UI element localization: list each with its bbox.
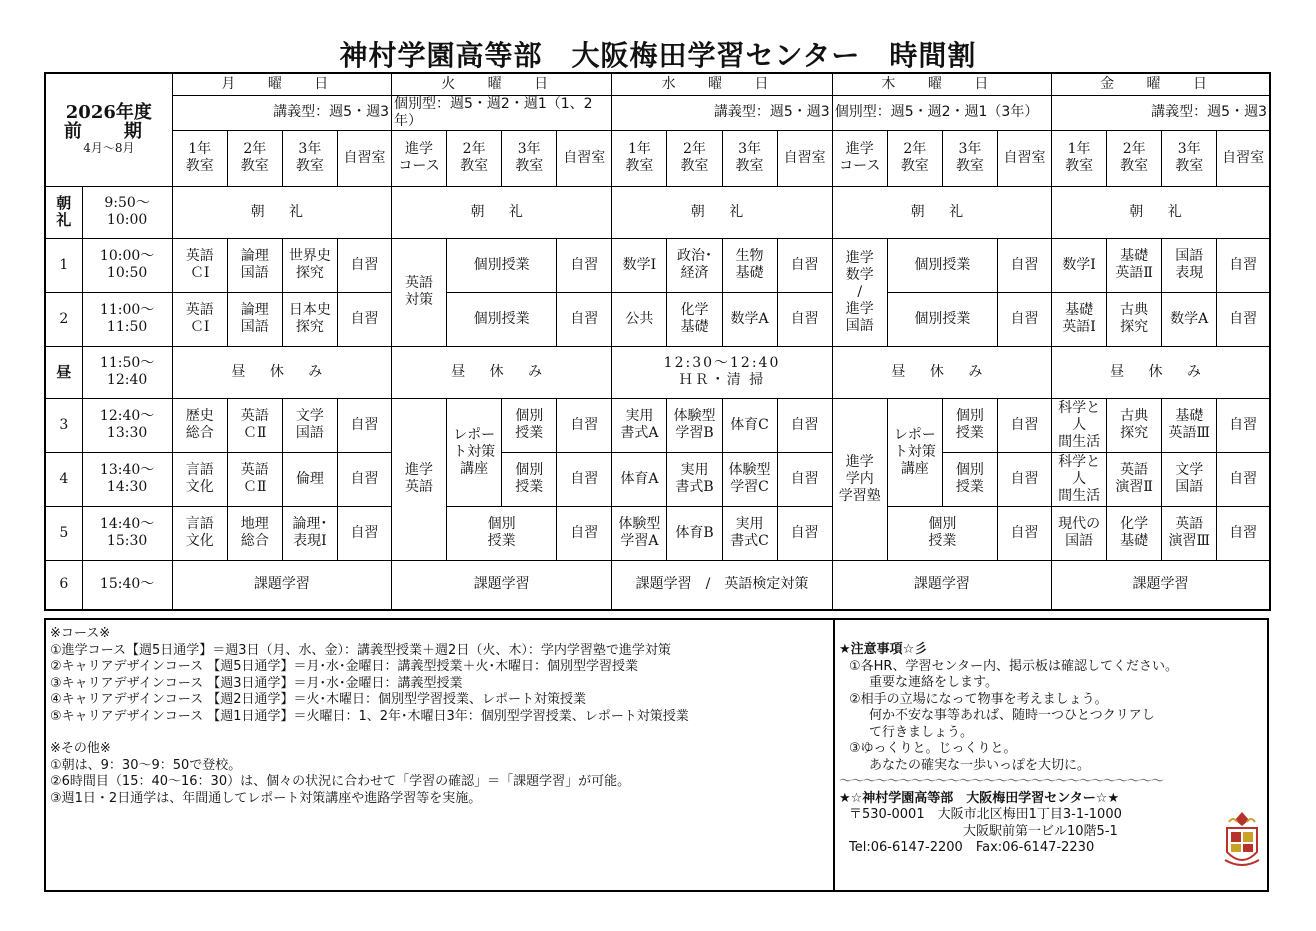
semester: 前 期 — [63, 120, 154, 142]
attention-panel — [833, 620, 1267, 890]
page-title: 神村学園高等部 大阪梅田学習センター 時間割 — [339, 39, 977, 72]
class-cell: 自習 — [337, 398, 391, 452]
class-cell: 言語 文化 — [172, 452, 227, 506]
room-header: 3年 教室 — [502, 130, 557, 186]
class-type-wed: 講義型：週5・週3 — [612, 95, 832, 130]
class-cell: 基礎 英語Ⅱ — [1107, 238, 1162, 292]
day-header-wed: 水 曜 日 — [612, 73, 832, 95]
class-cell: 進学 英語 — [392, 398, 447, 560]
class-cell: 実用 書式A — [612, 398, 667, 452]
term-months: 4月～8月 — [83, 140, 135, 155]
school-year: 2026年度 — [65, 101, 152, 123]
class-cell: 英語 ＣⅠ — [172, 292, 227, 346]
class-cell: 自習 — [557, 398, 612, 452]
school-crest-icon — [1223, 808, 1261, 870]
room-header: 2年 教室 — [447, 130, 502, 186]
period-time: 14:40～ 15:30 — [82, 506, 172, 560]
homeroom-cell: 12:30～12:40 ＨＲ・清 掃 — [612, 346, 832, 398]
room-header: 進学 コース — [832, 130, 887, 186]
attention-line: ③ゆっくりと。じっくりと。 — [849, 741, 1017, 756]
class-cell: 自習 — [337, 238, 391, 292]
class-cell: 個別授業 — [887, 292, 997, 346]
school-name: ★☆神村学園高等部 大阪梅田学習センター☆★ — [839, 790, 1120, 806]
assembly-cell: 朝 礼 — [832, 186, 1051, 238]
class-cell: 数学A — [1162, 292, 1217, 346]
class-cell: 個別授業 — [887, 238, 997, 292]
notes-panel — [44, 618, 1269, 892]
class-cell: 科学と人 間生活 — [1052, 398, 1107, 452]
course-notes — [46, 620, 831, 890]
class-cell: 地理 総合 — [227, 506, 282, 560]
class-cell: 自習 — [1217, 398, 1270, 452]
class-cell: 自習 — [777, 398, 832, 452]
class-cell: 公共 — [612, 292, 667, 346]
lunch-cell: 昼 休 み — [392, 346, 612, 398]
study-cell: 課題学習 — [1052, 560, 1270, 610]
course-item: ⑤キャリアデザインコース 【週1日通学】＝火曜日：1、2年･木曜日3年：個別型学習授業、レポート対策授業 — [50, 708, 689, 724]
class-cell: 政治･ 経済 — [667, 238, 722, 292]
class-cell: 数学A — [722, 292, 777, 346]
room-header: 3年 教室 — [282, 130, 337, 186]
class-cell: 現代の 国語 — [1052, 506, 1107, 560]
class-cell: 英語 演習Ⅲ — [1162, 506, 1217, 560]
room-header: 2年 教室 — [887, 130, 942, 186]
class-cell: 歴史 総合 — [172, 398, 227, 452]
class-cell: 実用 書式B — [667, 452, 722, 506]
class-cell: 自習 — [997, 292, 1051, 346]
assembly-cell: 朝 礼 — [1052, 186, 1270, 238]
class-cell: 自習 — [557, 452, 612, 506]
attention-line: 重要な連絡をします。 — [869, 675, 998, 690]
day-header-thu: 木 曜 日 — [832, 73, 1051, 95]
attention-heading: ★注意事項☆彡 — [839, 642, 928, 657]
room-header: 2年 教室 — [227, 130, 282, 186]
class-cell: 科学と人 間生活 — [1052, 452, 1107, 506]
class-cell: 体育A — [612, 452, 667, 506]
class-cell: 自習 — [777, 292, 832, 346]
attention-line: ①各HR、学習センター内、掲示板は確認してください。 — [849, 658, 1178, 674]
class-cell: 論理 国語 — [227, 292, 282, 346]
class-cell: 自習 — [777, 452, 832, 506]
course-item: ③キャリアデザインコース 【週3日通学】＝月･水･金曜日：講義型授業 — [50, 675, 463, 691]
class-cell: レポー ト対策 講座 — [887, 398, 942, 506]
class-type-fri: 講義型：週5・週3 — [1052, 95, 1270, 130]
period-label: 6 — [45, 560, 82, 610]
period-time: 11:00～ 11:50 — [82, 292, 172, 346]
study-cell: 課題学習 — [392, 560, 612, 610]
class-cell: 個別 授業 — [447, 506, 557, 560]
period-label: 3 — [45, 398, 82, 452]
course-heading: ※コース※ — [50, 626, 111, 641]
class-cell: 自習 — [1217, 292, 1270, 346]
attention-line: 何か不安な事等あれば、随時一つひとつクリアし — [869, 708, 1155, 723]
class-cell: 自習 — [1217, 506, 1270, 560]
period-label: 朝 礼 — [45, 186, 82, 238]
room-header: 3年 教室 — [1162, 130, 1217, 186]
class-type-thu: 個別型：週5・週2・週1（3年） — [832, 95, 1051, 130]
period-time: 15:40～ — [82, 560, 172, 610]
class-cell: 文学 国語 — [1162, 452, 1217, 506]
class-cell: 進学 数学 / 進学 国語 — [832, 238, 887, 346]
period-label: 5 — [45, 506, 82, 560]
period-time: 10:00～ 10:50 — [82, 238, 172, 292]
course-item: ④キャリアデザインコース 【週2日通学】＝火･木曜日：個別型学習授業、レポート対策授業 — [50, 692, 586, 707]
class-cell: 化学 基礎 — [667, 292, 722, 346]
class-cell: 論理 国語 — [227, 238, 282, 292]
class-cell: 世界史 探究 — [282, 238, 337, 292]
room-header: 自習室 — [557, 130, 612, 186]
wave-divider: ～～～～～～～～～～～～～～～～～～～～～～～～～～～ — [839, 774, 1164, 789]
assembly-cell: 朝 礼 — [392, 186, 612, 238]
timetable — [44, 72, 1271, 611]
class-cell: 自習 — [997, 238, 1051, 292]
room-header: 1年 教室 — [172, 130, 227, 186]
class-cell: 自習 — [337, 292, 391, 346]
lunch-cell: 昼 休 み — [172, 346, 391, 398]
class-type-tue: 個別型：週5・週2・週1（1、2年） — [392, 95, 612, 130]
assembly-cell: 朝 礼 — [172, 186, 391, 238]
room-header: 3年 教室 — [722, 130, 777, 186]
class-cell: 生物 基礎 — [722, 238, 777, 292]
other-item: ②6時間目（15：40～16：30）は、個々の状況に合わせて「学習の確認」＝「課題学習」が可能。 — [50, 774, 631, 789]
attention-line: ②相手の立場になって物事を考えましょう。 — [849, 691, 1108, 707]
class-cell: 自習 — [557, 506, 612, 560]
room-header: 自習室 — [1217, 130, 1270, 186]
class-cell: 個別 授業 — [502, 398, 557, 452]
study-cell: 課題学習 — [172, 560, 391, 610]
other-heading: ※その他※ — [50, 741, 111, 756]
room-header: 1年 教室 — [1052, 130, 1107, 186]
term-cell — [45, 73, 172, 186]
room-header: 自習室 — [777, 130, 832, 186]
class-cell: 実用 書式C — [722, 506, 777, 560]
class-cell: 体験型 学習C — [722, 452, 777, 506]
address-line: 大阪駅前第一ビル10階5-1 — [963, 823, 1118, 839]
attention-line: て行きましょう。 — [869, 724, 974, 740]
class-cell: 文学 国語 — [282, 398, 337, 452]
class-cell: 化学 基礎 — [1107, 506, 1162, 560]
day-header-mon: 月 曜 日 — [172, 73, 391, 95]
period-label: 1 — [45, 238, 82, 292]
class-cell: 基礎 英語Ⅲ — [1162, 398, 1217, 452]
class-cell: 個別 授業 — [942, 398, 997, 452]
course-item: ①進学コース【週5日通学】＝週3日（月、水、金）：講義型授業＋週2日（火、木）：学内学習塾で進学対策 — [50, 642, 671, 658]
class-cell: 個別 授業 — [887, 506, 997, 560]
class-cell: 英語 演習Ⅱ — [1107, 452, 1162, 506]
room-header: 2年 教室 — [1107, 130, 1162, 186]
class-cell: 言語 文化 — [172, 506, 227, 560]
class-type-mon: 講義型：週5・週3 — [172, 95, 391, 130]
lunch-cell: 昼 休 み — [832, 346, 1051, 398]
room-header: 3年 教室 — [942, 130, 997, 186]
class-cell: 体育B — [667, 506, 722, 560]
class-cell: 自習 — [337, 452, 391, 506]
class-cell: 体育C — [722, 398, 777, 452]
class-cell: 自習 — [777, 506, 832, 560]
other-item: ③週1日・2日通学は、年間通してレポート対策講座や進路学習等を実施。 — [50, 790, 482, 806]
class-cell: 自習 — [337, 506, 391, 560]
class-cell: 個別授業 — [447, 238, 557, 292]
class-cell: 数学Ⅰ — [612, 238, 667, 292]
study-cell: 課題学習 — [832, 560, 1051, 610]
assembly-cell: 朝 礼 — [612, 186, 832, 238]
class-cell: 英語 対策 — [392, 238, 447, 346]
class-cell: 体験型 学習B — [667, 398, 722, 452]
period-label: 4 — [45, 452, 82, 506]
day-header-tue: 火 曜 日 — [392, 73, 612, 95]
class-cell: 英語 ＣⅡ — [227, 452, 282, 506]
period-time: 11:50～ 12:40 — [82, 346, 172, 398]
address-line: 〒530-0001 大阪市北区梅田1丁目3-1-1000 — [849, 807, 1122, 822]
course-item: ②キャリアデザインコース 【週5日通学】＝月･水･金曜日：講義型授業＋火･木曜日：個別型学習授業 — [50, 659, 638, 674]
class-cell: 個別 授業 — [942, 452, 997, 506]
other-item: ①朝は、9：30～9：50で登校。 — [50, 757, 242, 773]
class-cell: 個別 授業 — [502, 452, 557, 506]
class-cell: 自習 — [1217, 452, 1270, 506]
class-cell: 古典 探究 — [1107, 292, 1162, 346]
class-cell: 日本史 探究 — [282, 292, 337, 346]
class-cell: 英語 ＣⅠ — [172, 238, 227, 292]
class-cell: 基礎 英語Ⅰ — [1052, 292, 1107, 346]
day-header-fri: 金 曜 日 — [1052, 73, 1270, 95]
study-cell: 課題学習 / 英語検定対策 — [612, 560, 832, 610]
lunch-cell: 昼 休 み — [1052, 346, 1270, 398]
period-label: 昼 — [45, 346, 82, 398]
room-header: 自習室 — [337, 130, 391, 186]
class-cell: レポー ト対策 講座 — [447, 398, 502, 506]
period-time: 13:40～ 14:30 — [82, 452, 172, 506]
attention-line: あなたの確実な一歩いっぽを大切に。 — [869, 757, 1091, 773]
class-cell: 英語 ＣⅡ — [227, 398, 282, 452]
class-cell: 古典 探究 — [1107, 398, 1162, 452]
class-cell: 自習 — [557, 292, 612, 346]
room-header: 1年 教室 — [612, 130, 667, 186]
class-cell: 国語 表現 — [1162, 238, 1217, 292]
class-cell: 自習 — [997, 398, 1051, 452]
class-cell: 倫理 — [282, 452, 337, 506]
class-cell: 数学Ⅰ — [1052, 238, 1107, 292]
room-header: 進学 コース — [392, 130, 447, 186]
room-header: 2年 教室 — [667, 130, 722, 186]
class-cell: 論理･ 表現Ⅰ — [282, 506, 337, 560]
class-cell: 進学 学内 学習塾 — [832, 398, 887, 560]
class-cell: 自習 — [997, 452, 1051, 506]
period-time: 9:50～ 10:00 — [82, 186, 172, 238]
room-header: 自習室 — [997, 130, 1051, 186]
period-time: 12:40～ 13:30 — [82, 398, 172, 452]
class-cell: 自習 — [997, 506, 1051, 560]
class-cell: 体験型 学習A — [612, 506, 667, 560]
period-label: 2 — [45, 292, 82, 346]
phone-fax: Tel:06-6147-2200 Fax:06-6147-2230 — [849, 840, 1095, 855]
class-cell: 個別授業 — [447, 292, 557, 346]
class-cell: 自習 — [557, 238, 612, 292]
class-cell: 自習 — [1217, 238, 1270, 292]
class-cell: 自習 — [777, 238, 832, 292]
